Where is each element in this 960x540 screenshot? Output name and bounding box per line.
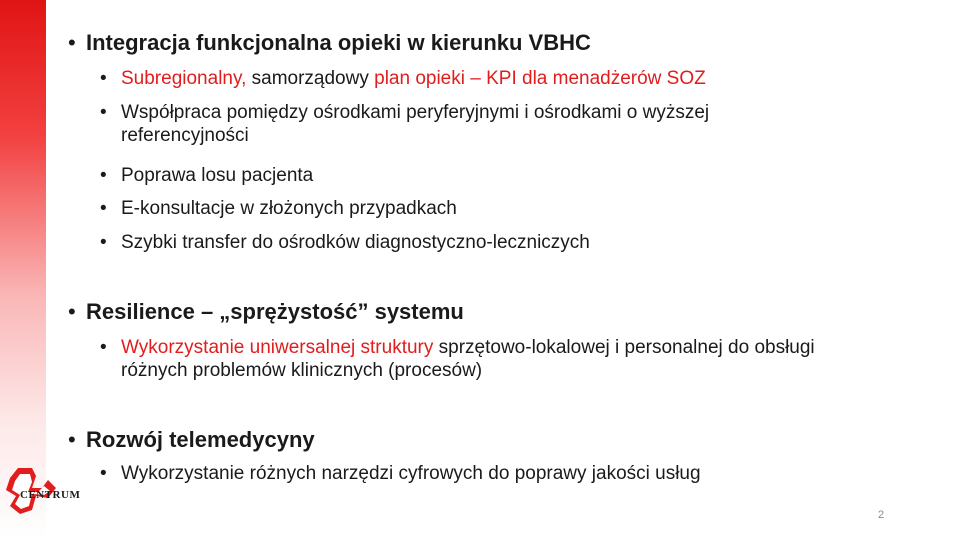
list-item: • Wykorzystanie uniwersalnej struktury sprzętowo-lokalowej i personalnej do obsługi różnych problemów klinicznych (procesów)	[100, 337, 815, 381]
bullet-icon: •	[68, 299, 76, 324]
list-item: • Poprawa losu pacjenta	[100, 165, 314, 186]
bullet-icon: •	[100, 337, 107, 358]
page-number: 2	[878, 509, 885, 521]
bullet-icon: •	[100, 165, 107, 186]
bullet-icon: •	[100, 198, 107, 219]
bullet-icon: •	[100, 232, 107, 253]
heading-vbhc: • Integracja funkcjonalna opieki w kierunku VBHC	[68, 30, 591, 55]
bullet-icon: •	[100, 68, 107, 89]
list-item: • E-konsultacje w złożonych przypadkach	[100, 198, 457, 219]
list-item: • Szybki transfer do ośrodków diagnostyczno-leczniczych	[100, 232, 590, 253]
bullet-icon: •	[100, 102, 107, 123]
list-item: • Współpraca pomiędzy ośrodkami peryferyjnymi i ośrodkami o wyższej referencyjności	[100, 102, 710, 146]
heading-resilience: • Resilience – „sprężystość” systemu	[68, 299, 464, 324]
list-item: • Subregionalny, samorządowy plan opieki – KPI dla menadżerów SOZ	[100, 68, 706, 89]
logo-text: CENTRUM	[20, 489, 81, 501]
bullet-icon: •	[68, 427, 76, 452]
bullet-icon: •	[100, 463, 107, 484]
list-item: • Wykorzystanie różnych narzędzi cyfrowych do poprawy jakości usług	[100, 463, 701, 484]
bullet-icon: •	[68, 30, 76, 55]
heading-telemedicine: • Rozwój telemedycyny	[68, 427, 315, 452]
